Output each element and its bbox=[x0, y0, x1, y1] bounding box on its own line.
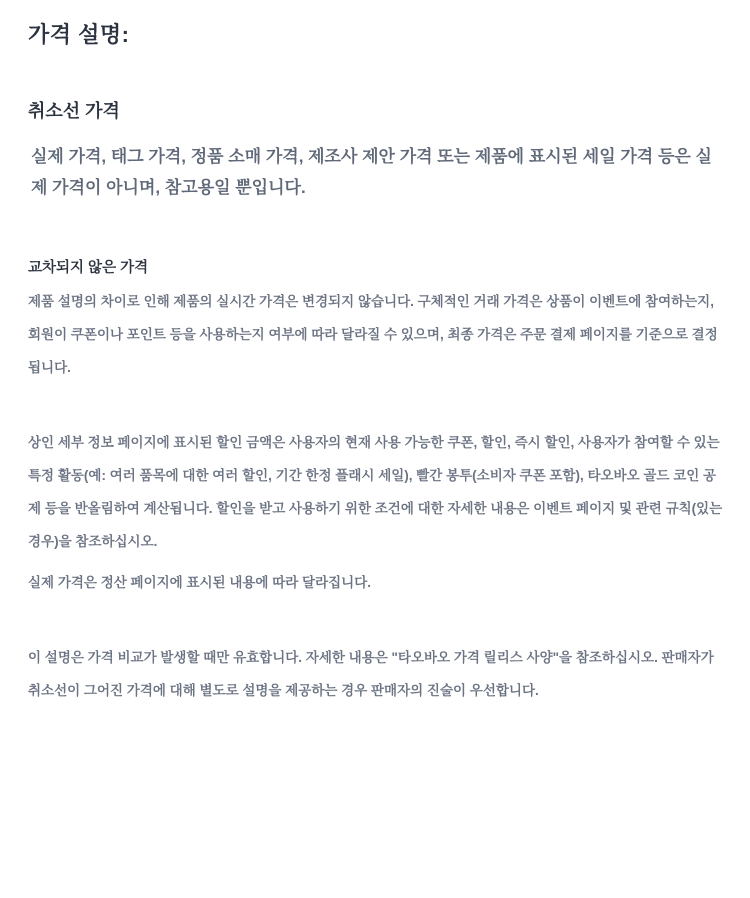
paragraph-price-comparison-validity: 이 설명은 가격 비교가 발생할 때만 유효합니다. 자세한 내용은 "타오바오 가격 릴리스 사양"을 참조하십시오. 판매자가 취소선이 그어진 가격에 대해 별도로 설명을 제공하는 경우 판매자의 진술이 우선합니다. bbox=[28, 650, 714, 699]
page-title: 가격 설명: bbox=[28, 22, 130, 47]
paragraph-settlement-price: 실제 가격은 정산 페이지에 표시된 내용에 따라 달라집니다. bbox=[28, 575, 371, 591]
paragraph-discount-calculation: 상인 세부 정보 페이지에 표시된 할인 금액은 사용자의 현재 사용 가능한 쿠폰, 할인, 즉시 할인, 사용자가 참여할 수 있는 특정 활동(예: 여러 품목에 대한 여러 할인, 기간 한정 플래시 세일), 빨간 봉투(소비자 쿠폰 포함), 타오바오 골드 코인 공제 등을 반올림하여 계산됩니다. 할인을 받고 사용하기 위한 조건에 대한 자세한 내용은 이벤트 페이지 및 관련 규칙(있는 경우)을 참조하십시오. bbox=[28, 435, 723, 550]
paragraph-realtime-price: 제품 설명의 차이로 인해 제품의 실시간 가격은 변경되지 않습니다. 구체적인 거래 가격은 상품이 이벤트에 참여하는지, 회원이 쿠폰이나 포인트 등을 사용하는지 여부에 따라 달라질 수 있으며, 최종 가격은 주문 결제 페이지를 기준으로 결정됩니다. bbox=[28, 293, 718, 375]
section-heading-strikethrough-price: 취소선 가격 bbox=[28, 101, 120, 121]
section-heading-non-crossed-price: 교차되지 않은 가격 bbox=[28, 259, 149, 276]
section-body-strikethrough-price: 실제 가격, 태그 가격, 정품 소매 가격, 제조사 제안 가격 또는 제품에 표시된 세일 가격 등은 실제 가격이 아니며, 참고용일 뿐입니다. bbox=[31, 147, 712, 198]
price-description-document bbox=[0, 18, 750, 898]
